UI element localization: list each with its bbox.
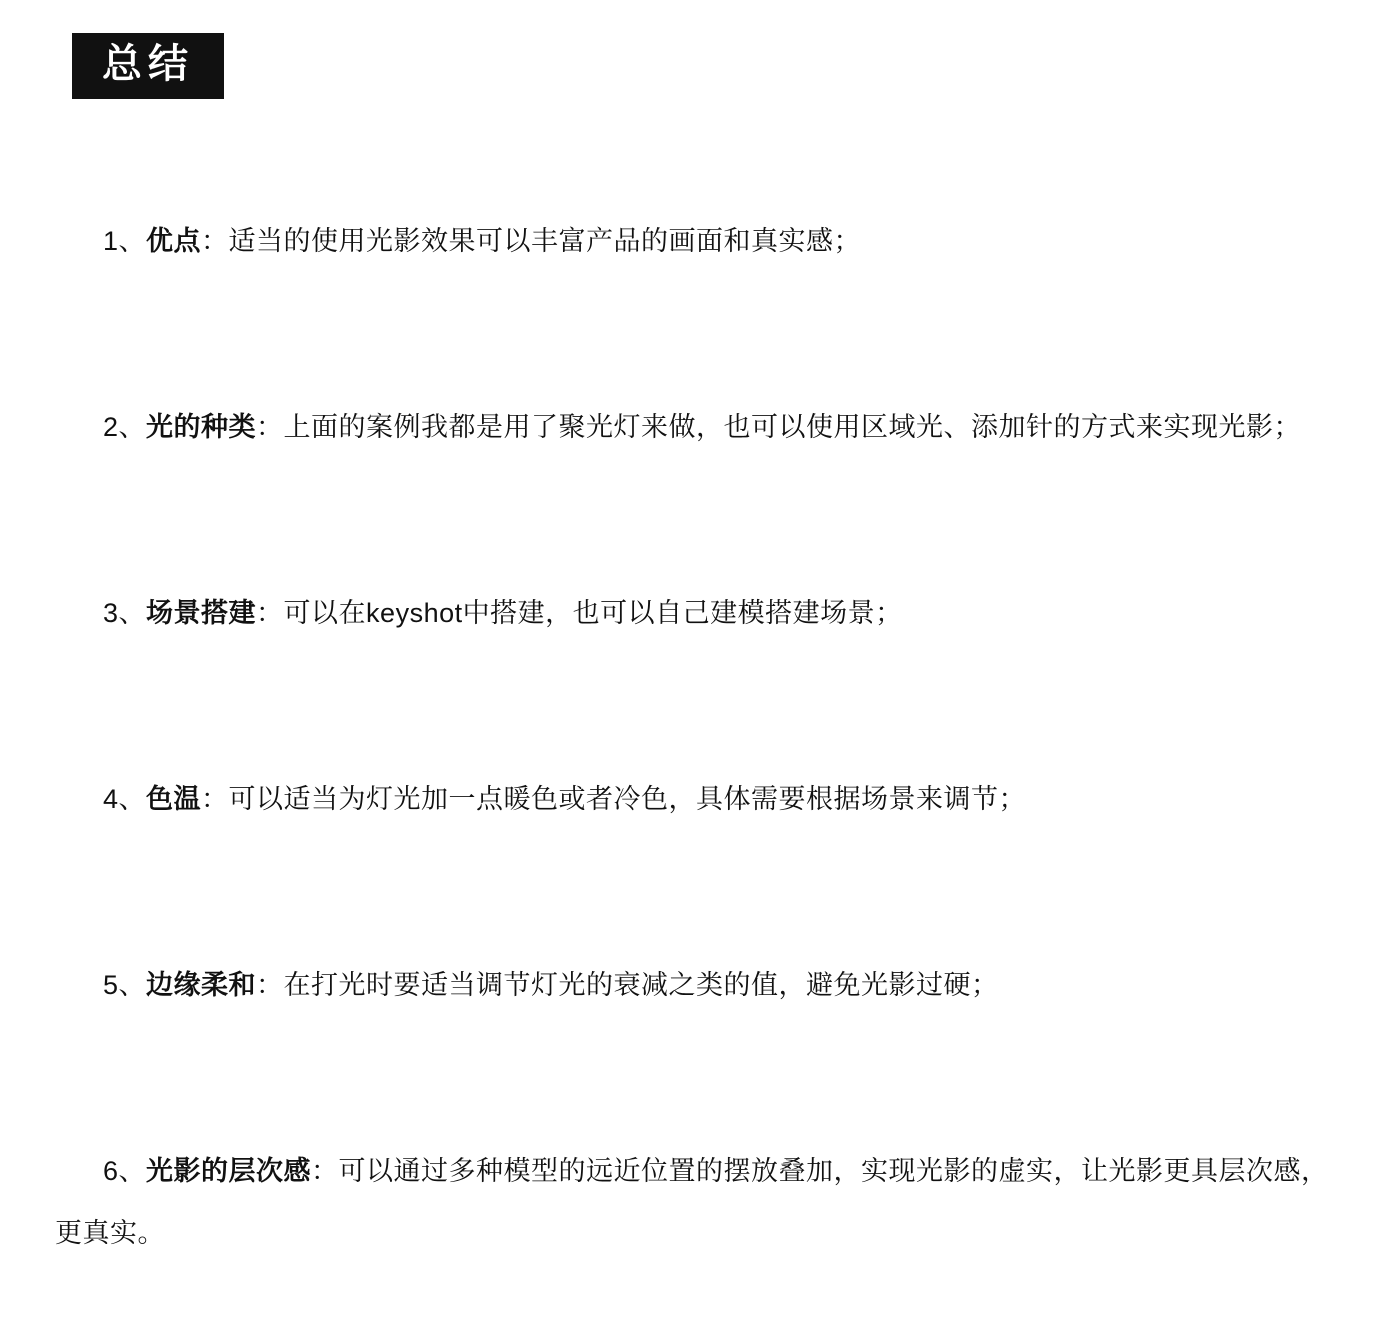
list-item-text: ：可以在keyshot中搭建，也可以自己建模搭建场景； bbox=[256, 598, 903, 628]
list-item-text: ：上面的案例我都是用了聚光灯来做，也可以使用区域光、添加针的方式来实现光影； bbox=[256, 412, 1302, 442]
list-item bbox=[55, 706, 1355, 892]
list-item-number: 1、 bbox=[103, 226, 147, 256]
list-item bbox=[55, 892, 1355, 1078]
list-item-number: 6、 bbox=[103, 1156, 147, 1186]
list-item-number: 3、 bbox=[103, 598, 147, 628]
list-item-label: 优点 bbox=[146, 226, 202, 256]
list-item-number: 4、 bbox=[103, 784, 147, 814]
list-item-number: 5、 bbox=[103, 970, 147, 1000]
list-item-text: ：可以适当为灯光加一点暖色或者冷色，具体需要根据场景来调节； bbox=[201, 784, 1027, 814]
list-item bbox=[55, 148, 1355, 334]
list-item-label: 光影的层次感 bbox=[146, 1156, 312, 1186]
list-item-text: ：适当的使用光影效果可以丰富产品的画面和真实感； bbox=[201, 226, 862, 256]
list-item bbox=[55, 1078, 1355, 1326]
list-item-text: ：可以通过多种模型的远近位置的摆放叠加，实现光影的虚实，让光影更具层次感，更真实。 bbox=[55, 1156, 1329, 1248]
list-item-number: 2、 bbox=[103, 412, 147, 442]
list-item bbox=[55, 520, 1355, 706]
list-item-label: 光的种类 bbox=[146, 412, 257, 442]
section-title-block bbox=[72, 33, 224, 99]
list-item-text: ：在打光时要适当调节灯光的衰减之类的值，避免光影过硬； bbox=[256, 970, 999, 1000]
list-item-label: 边缘柔和 bbox=[146, 970, 257, 1000]
list-item bbox=[55, 334, 1355, 520]
summary-list bbox=[55, 148, 1355, 1326]
list-item-label: 色温 bbox=[146, 784, 202, 814]
list-item-label: 场景搭建 bbox=[146, 598, 257, 628]
page-title: 总结 bbox=[102, 42, 194, 86]
